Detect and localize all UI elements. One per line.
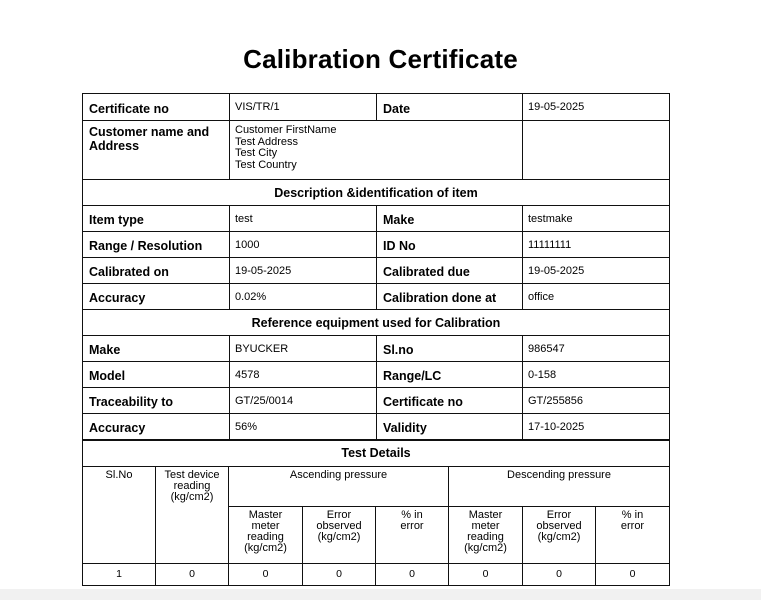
ref-range-lc-value: 0-158 [523, 362, 670, 388]
make-label: Make [377, 206, 523, 232]
reference-section-title: Reference equipment used for Calibration [83, 310, 670, 336]
customer-address [230, 121, 523, 180]
device-reading-header-line: Test device [164, 469, 220, 481]
header-line: (kg/cm2) [537, 531, 581, 543]
header-line: % in [621, 509, 644, 521]
asc-error-observed-header [303, 507, 376, 564]
accuracy-label: Accuracy [83, 284, 230, 310]
item-row [83, 206, 670, 232]
ref-accuracy-label: Accuracy [83, 414, 230, 440]
test-details-title: Test Details [83, 441, 670, 467]
ref-certificate-no-value: GT/255856 [523, 388, 670, 414]
customer-address-line: Test Address [235, 135, 298, 148]
desc-percent-error-header [596, 507, 670, 564]
header-line: error [400, 520, 424, 532]
calibrated-due-value: 19-05-2025 [523, 258, 670, 284]
table-cell: 0 [449, 564, 523, 586]
reference-row [83, 388, 670, 414]
header-line: Error [326, 509, 352, 521]
certificate-row [83, 94, 670, 121]
header-line: error [620, 520, 645, 532]
table-row [83, 564, 670, 586]
ref-model-label: Model [83, 362, 230, 388]
item-section-title: Description &identification of item [83, 180, 670, 206]
test-details-table [82, 440, 670, 586]
calibrated-on-label: Calibrated on [83, 258, 230, 284]
date-value: 19-05-2025 [523, 94, 670, 121]
header-line: Master [468, 509, 503, 521]
table-cell: 0 [376, 564, 449, 586]
calibration-done-at-label: Calibration done at [377, 284, 523, 310]
range-label: Range / Resolution [83, 232, 230, 258]
ref-slno-label: Sl.no [377, 336, 523, 362]
ref-model-value: 4578 [230, 362, 377, 388]
ref-traceability-value: GT/25/0014 [230, 388, 377, 414]
header-line: reading [467, 531, 504, 543]
asc-percent-error-header [376, 507, 449, 564]
header-line: % in [401, 509, 423, 521]
ref-certificate-no-label: Certificate no [377, 388, 523, 414]
certificate-info-table [82, 93, 670, 440]
ref-accuracy-value: 56% [230, 414, 377, 440]
reference-row [83, 336, 670, 362]
device-reading-header-line: reading [173, 480, 211, 492]
table-cell: 0 [303, 564, 376, 586]
test-section-row [83, 441, 670, 467]
customer-city: Test City [235, 147, 278, 159]
ascending-pressure-header: Ascending pressure [229, 467, 449, 507]
header-line: (kg/cm2) [464, 542, 507, 554]
certificate-no-label: Certificate no [83, 94, 230, 121]
date-label: Date [377, 94, 523, 121]
ref-traceability-label: Traceability to [83, 388, 230, 414]
item-row [83, 258, 670, 284]
item-row [83, 232, 670, 258]
reference-section-row [83, 310, 670, 336]
calibrated-due-label: Calibrated due [377, 258, 523, 284]
reference-row [83, 414, 670, 440]
header-line: Master [248, 509, 283, 521]
header-line: meter [471, 520, 500, 532]
desc-master-reading-header [449, 507, 523, 564]
header-line: reading [247, 531, 284, 543]
accuracy-value: 0.02% [230, 284, 377, 310]
table-cell: 0 [156, 564, 229, 586]
header-line: observed [536, 520, 582, 532]
page-bottom-bar [0, 589, 761, 600]
test-header-row [83, 467, 670, 507]
table-cell: 1 [83, 564, 156, 586]
table-cell: 0 [596, 564, 670, 586]
calibration-done-at-value: office [523, 284, 670, 310]
page-title: Calibration Certificate [243, 44, 518, 74]
customer-empty-cell [523, 121, 670, 180]
calibrated-on-value: 19-05-2025 [230, 258, 377, 284]
range-value: 1000 [230, 232, 377, 258]
customer-row [83, 121, 670, 180]
device-reading-header-line: (kg/cm2) [170, 491, 214, 503]
table-cell: 0 [229, 564, 303, 586]
reference-row [83, 362, 670, 388]
asc-master-reading-header [229, 507, 303, 564]
header-line: (kg/cm2) [244, 542, 287, 554]
customer-country: Test Country [235, 158, 297, 171]
ref-make-label: Make [83, 336, 230, 362]
header-line: observed [316, 520, 362, 532]
item-type-value: test [230, 206, 377, 232]
table-cell: 0 [523, 564, 596, 586]
desc-error-observed-header [523, 507, 596, 564]
item-type-label: Item type [83, 206, 230, 232]
make-value: testmake [523, 206, 670, 232]
header-line: meter [251, 520, 280, 532]
header-line: Error [546, 509, 572, 521]
customer-name: Customer FirstName [235, 124, 337, 136]
ref-range-lc-label: Range/LC [377, 362, 523, 388]
certificate-no-value: VIS/TR/1 [230, 94, 377, 121]
customer-label: Customer name and Address [83, 121, 230, 180]
item-section-row [83, 180, 670, 206]
slno-header: Sl.No [83, 467, 156, 564]
id-no-value: 11111111 [523, 232, 670, 258]
descending-pressure-header: Descending pressure [449, 467, 670, 507]
ref-make-value: BYUCKER [230, 336, 377, 362]
ref-validity-label: Validity [377, 414, 523, 440]
ref-slno-value: 986547 [523, 336, 670, 362]
ref-validity-value: 17-10-2025 [523, 414, 670, 440]
item-row [83, 284, 670, 310]
header-line: (kg/cm2) [317, 531, 361, 543]
id-no-label: ID No [377, 232, 523, 258]
device-reading-header [156, 467, 229, 564]
